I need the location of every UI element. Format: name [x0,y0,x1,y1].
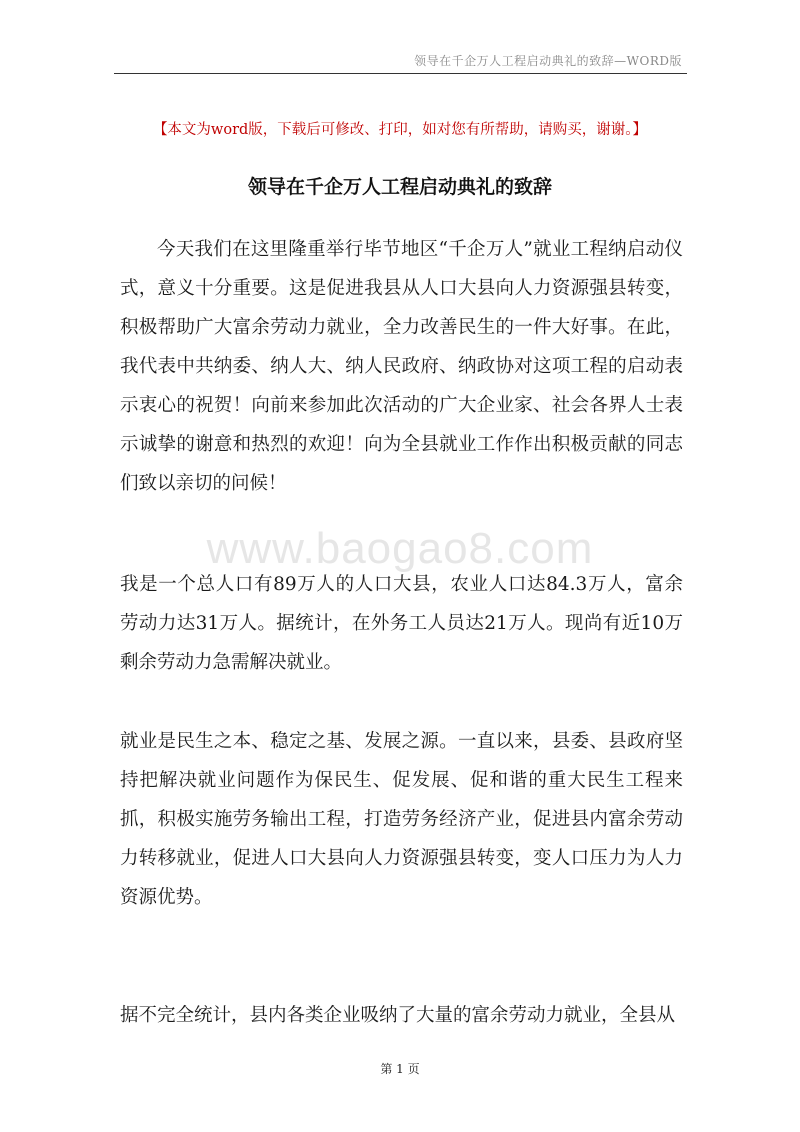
header-divider [114,73,687,74]
running-header: 领导在千企万人工程启动典礼的致辞—WORD版 [414,54,682,68]
paragraph-1: 今天我们在这里隆重举行毕节地区“千企万人”就业工程纳启动仪式，意义十分重要。这是促进我县从人口大县向人力资源强县转变，积极帮助广大富余劳动力就业，全力改善民生的一件大好事。在此，我代表中共纳委、纳人大、纳人民政府、纳政协对这项工程的启动表示衷心的祝贺！向前来参加此次活动的广大企业家、社会各界人士表示诚挚的谢意和热烈的欢迎！向为全县就业工作作出积极贡献的同志们致以亲切的问候！ [120,239,683,494]
paragraph-3: 就业是民生之本、稳定之基、发展之源。一直以来，县委、县政府坚持把解决就业问题作为保民生、促发展、促和谐的重大民生工程来抓，积极实施劳务输出工程，打造劳务经济产业，促进县内富余劳动力转移就业，促进人口大县向人力资源强县转变，变人口压力为人力资源优势。 [120,731,683,908]
watermark: www.baogao8.com [206,524,594,573]
paragraph-4: 据不完全统计，县内各类企业吸纳了大量的富余劳动力就业，全县从 [120,1005,676,1026]
paragraph-2: 我是一个总人口有89万人的人口大县，农业人口达84.3万人，富余劳动力达31万人。据统计，在外务工人员达21万人。现尚有近10万剩余劳动力急需解决就业。 [120,574,683,673]
page-number: 第 1 页 [380,1062,420,1076]
download-notice: 【本文为word版，下载后可修改、打印，如对您有所帮助，请购买，谢谢。】 [152,122,648,138]
document-title: 领导在千企万人工程启动典礼的致辞 [247,176,552,198]
